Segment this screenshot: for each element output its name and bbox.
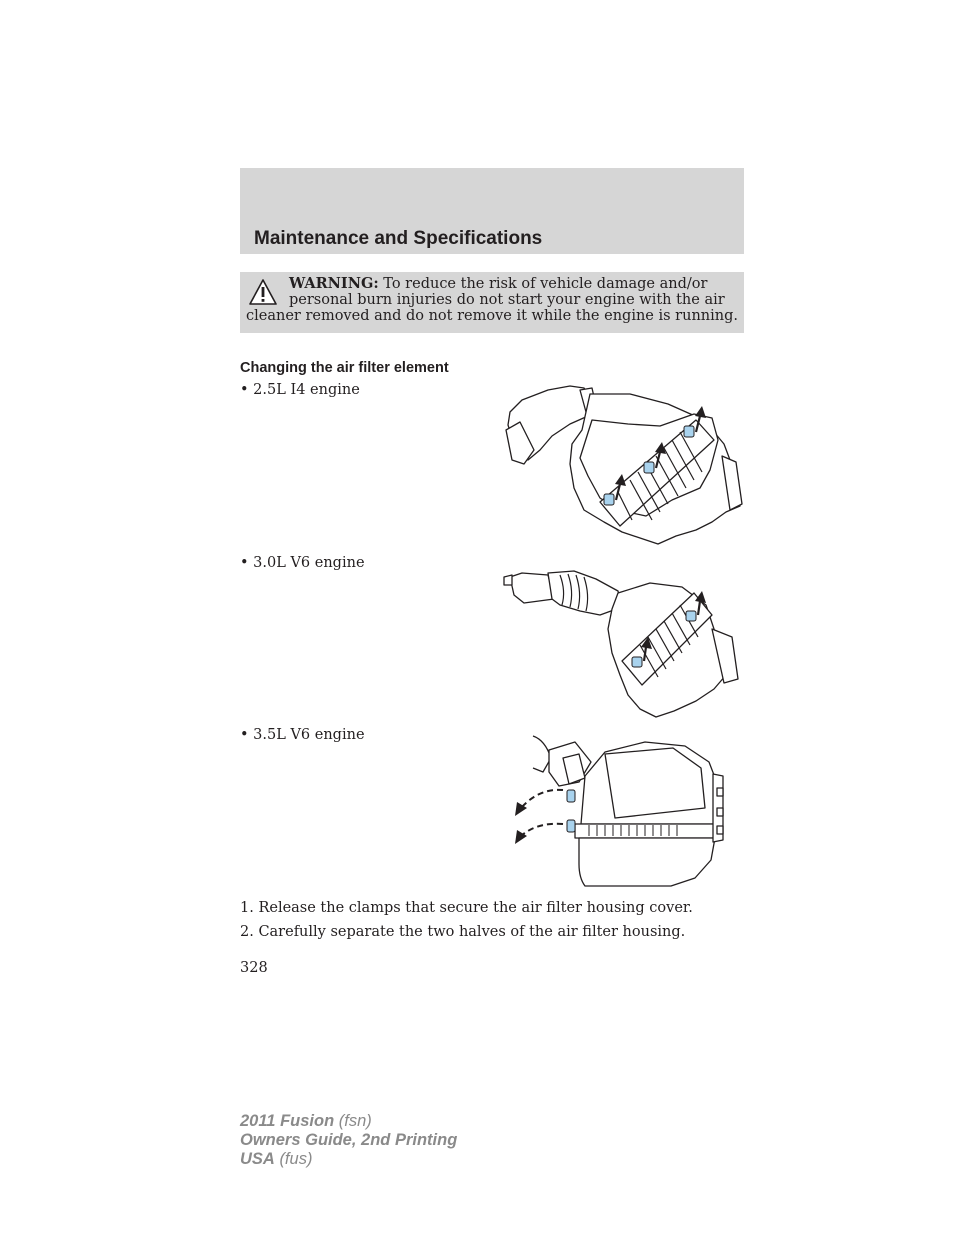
step-2: 2. Carefully separate the two halves of the air filter housing. [240,924,686,940]
footer-model: 2011 Fusion [240,1112,335,1130]
footer-region: USA [240,1150,275,1168]
step-1: 1. Release the clamps that secure the air filter housing cover. [240,900,693,916]
warning-label: WARNING: [289,275,379,292]
footer [240,1112,457,1169]
air-filter-3-5l-illustration [505,728,745,890]
engine-bullet-3-0l: • 3.0L V6 engine [240,555,365,571]
footer-guide: Owners Guide, 2nd Printing [240,1131,458,1149]
engine-bullet-2-5l: • 2.5L I4 engine [240,382,360,398]
air-filter-2-5l-illustration [500,380,750,548]
warning-line-1 [246,276,736,292]
page-number: 328 [240,960,268,976]
warning-line-2: personal burn injuries do not start your engine with the air [289,292,725,308]
footer-line-1 [240,1112,457,1131]
section-title: Maintenance and Specifications [254,228,543,249]
warning-text-1: To reduce the risk of vehicle damage and/or [383,276,708,292]
warning-line-3: cleaner removed and do not remove it while the engine is running. [246,308,738,324]
footer-line-2 [240,1131,457,1150]
section-header-band [240,168,744,254]
subheading: Changing the air filter element [240,360,449,376]
footer-region-code: (fus) [279,1150,313,1168]
footer-line-3 [240,1150,457,1169]
warning-box [240,272,744,333]
warning-triangle-icon [248,278,278,306]
engine-bullet-3-5l: • 3.5L V6 engine [240,727,365,743]
air-filter-3-0l-illustration [500,565,750,720]
footer-model-code: (fsn) [338,1112,372,1130]
